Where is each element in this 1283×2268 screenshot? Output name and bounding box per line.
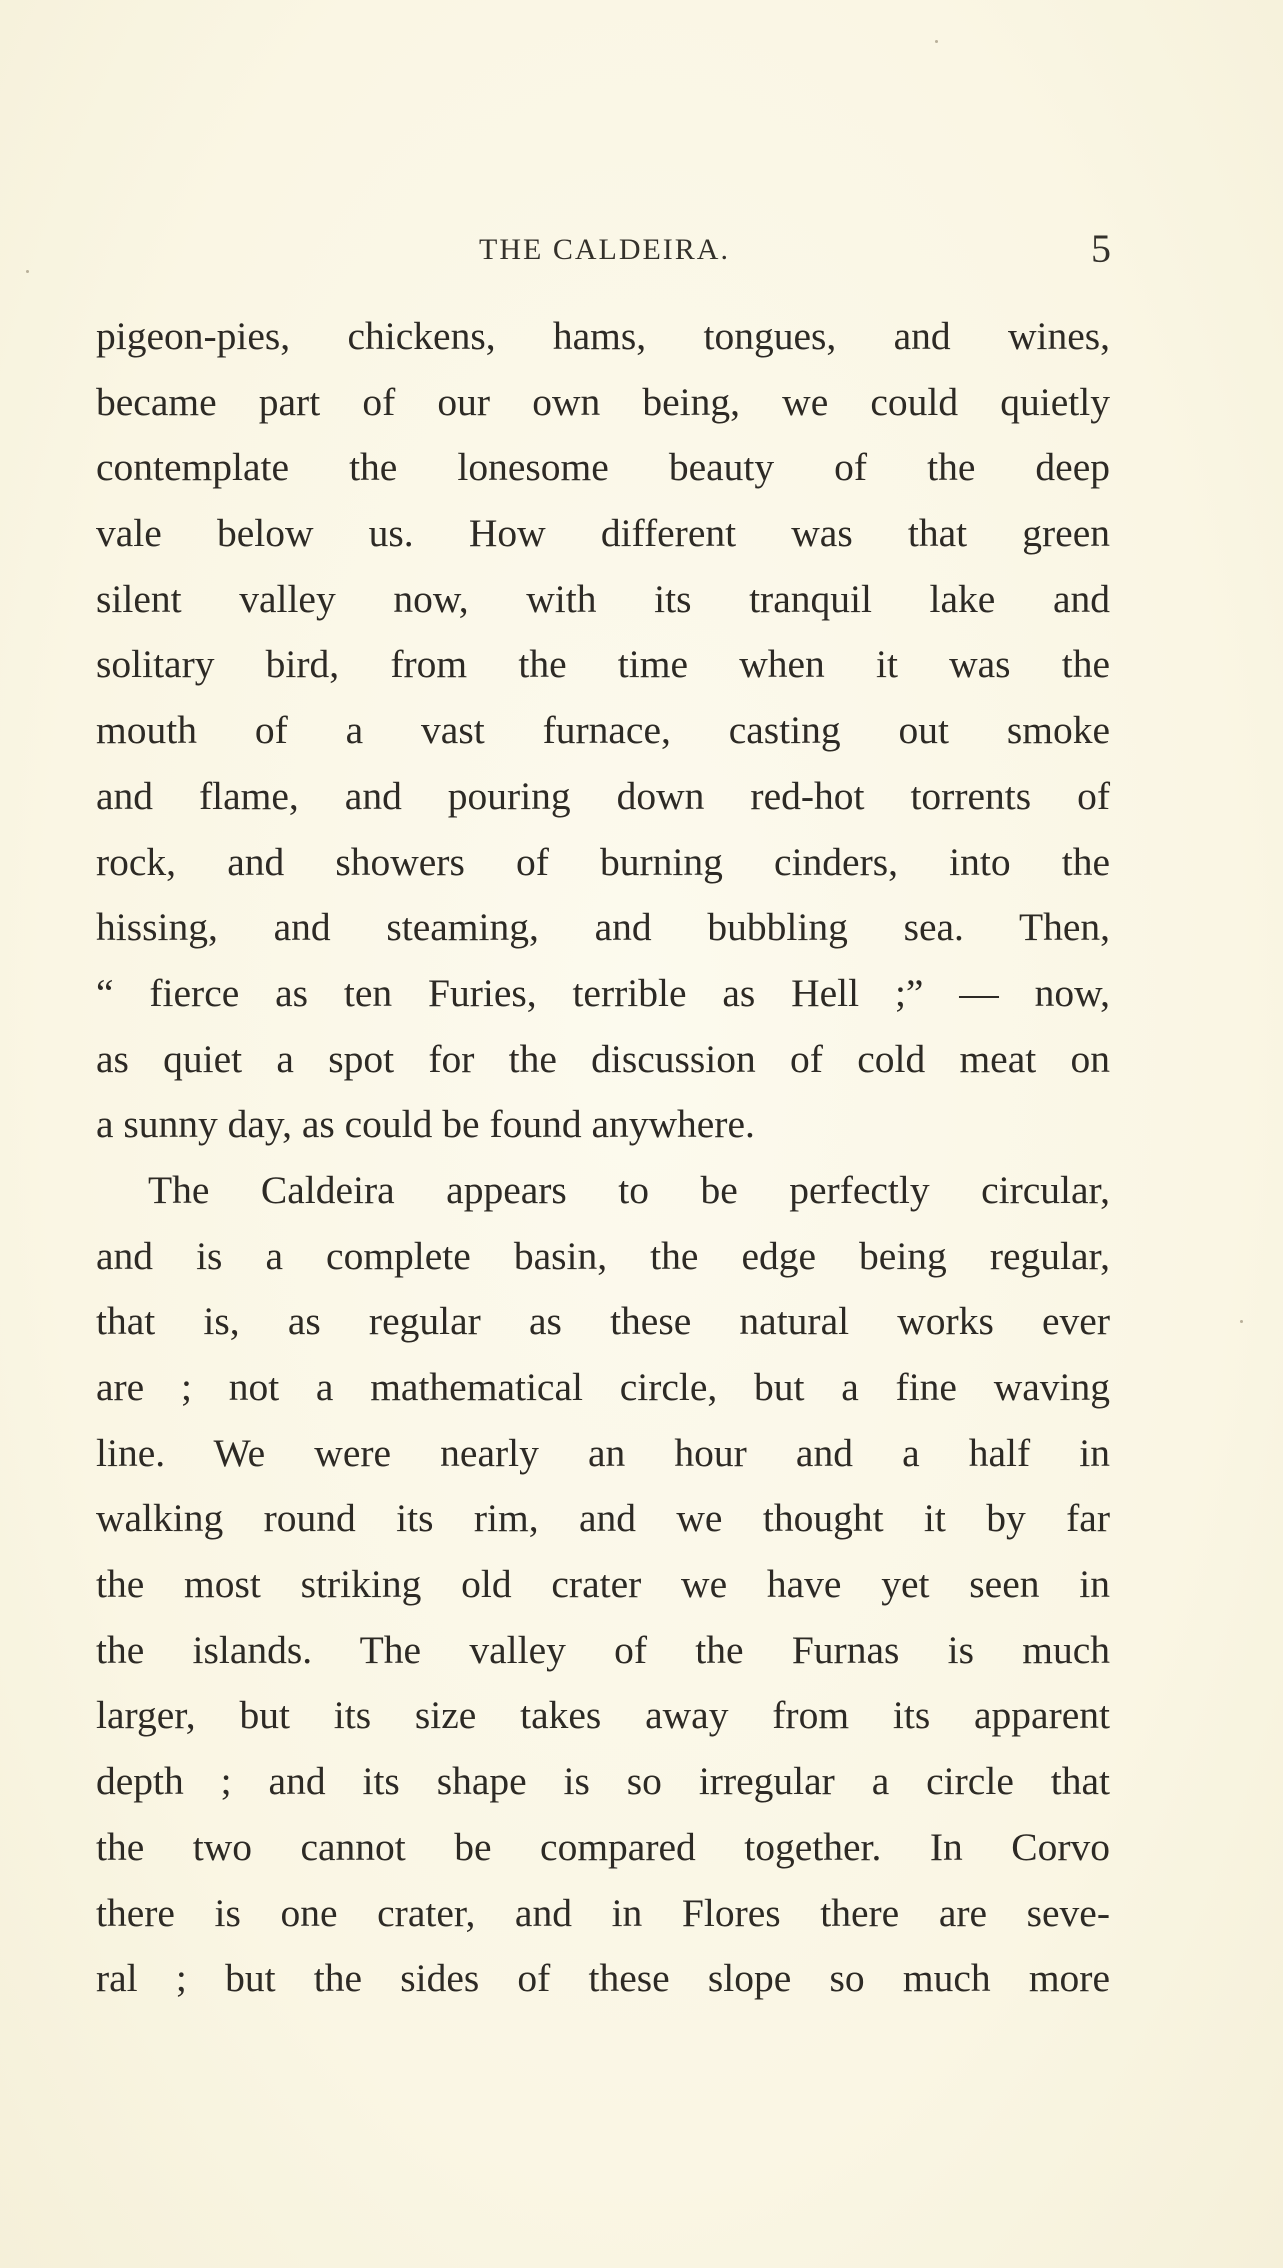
running-title: THE CALDEIRA. — [479, 233, 730, 266]
text-line: and flame, and pouring down red-hot torrents of — [96, 773, 1110, 818]
paragraph-start-line: The Caldeira appears to be perfectly circular, — [148, 1167, 1110, 1212]
text-line: hissing, and steaming, and bubbling sea. Then, — [96, 905, 1110, 950]
text-line: mouth of a vast furnace, casting out smoke — [96, 708, 1110, 753]
paragraph-end-line: a sunny day, as could be found anywhere. — [96, 1102, 755, 1147]
page-number: 5 — [1091, 226, 1111, 271]
text-line: silent valley now, with its tranquil lake and — [96, 576, 1110, 621]
text-line: the two cannot be compared together. In Corvo — [96, 1824, 1110, 1869]
text-line: the islands. The valley of the Furnas is much — [96, 1627, 1110, 1672]
paper-speck — [1240, 1320, 1243, 1323]
text-line: line. We were nearly an hour and a half in — [96, 1430, 1110, 1475]
text-line: ral ; but the sides of these slope so much more — [96, 1956, 1110, 2001]
paper-speck — [935, 40, 938, 43]
text-line: pigeon-pies, chickens, hams, tongues, and wines, — [96, 314, 1110, 358]
text-line: that is, as regular as these natural works ever — [96, 1299, 1110, 1344]
text-line: vale below us. How different was that green — [96, 511, 1110, 556]
text-line: rock, and showers of burning cinders, into the — [96, 839, 1110, 884]
body-text — [96, 304, 1110, 2012]
text-line: contemplate the lonesome beauty of the deep — [96, 445, 1110, 490]
text-line: walking round its rim, and we thought it by far — [96, 1496, 1110, 1541]
text-line: depth ; and its shape is so irregular a circle that — [96, 1759, 1110, 1804]
running-head — [0, 225, 1283, 275]
text-line: and is a complete basin, the edge being regular, — [96, 1233, 1110, 1278]
paper-speck — [26, 270, 29, 273]
text-line: larger, but its size takes away from its apparent — [96, 1693, 1110, 1738]
text-line: there is one crater, and in Flores there are seve- — [96, 1890, 1110, 1935]
text-line: the most striking old crater we have yet seen in — [96, 1562, 1110, 1607]
text-line: became part of our own being, we could quietly — [96, 379, 1110, 424]
text-line: as quiet a spot for the discussion of cold meat on — [96, 1036, 1110, 1081]
text-line: are ; not a mathematical circle, but a fine waving — [96, 1365, 1110, 1409]
text-line: solitary bird, from the time when it was the — [96, 642, 1110, 687]
text-line: “ fierce as ten Furies, terrible as Hell ;” — now, — [96, 970, 1110, 1015]
